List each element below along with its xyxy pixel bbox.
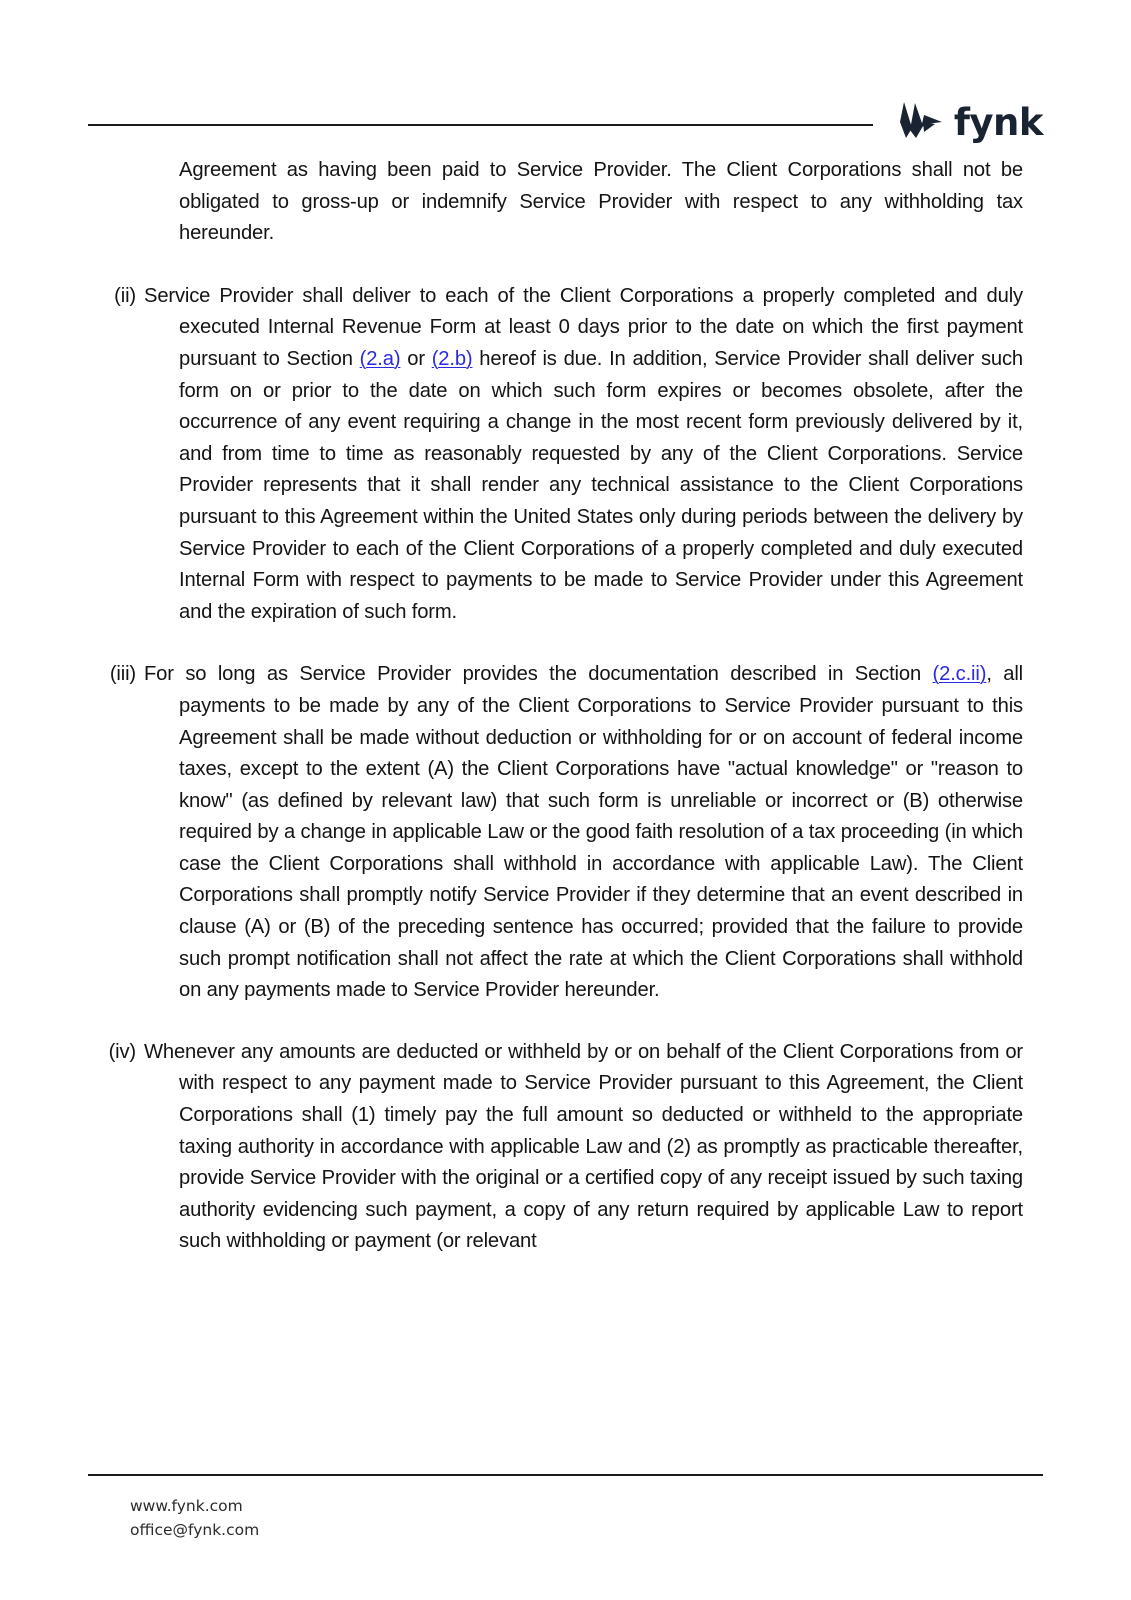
brand-logo bbox=[890, 92, 1043, 148]
continued-paragraph bbox=[88, 155, 1023, 250]
clause-iv-text-1: Whenever any amounts are deducted or withheld by or on behalf of the Client Corporations from or with respect to any payment made to Service Provider pursuant to this Agreement, the Client Corporations shall (1) timely pay the full amount so deducted or withheld to the appropriate taxing authority in accordance with applicable Law and (2) as promptly as practicable thereafter, provide Service Provider with the original or a certified copy of any receipt issued by such taxing authority evidencing such payment, a copy of any return required by applicable Law to report such withholding or payment (or relevant bbox=[144, 1040, 1023, 1253]
paragraph-spacer bbox=[88, 250, 1023, 281]
origami-bird-icon bbox=[890, 100, 944, 140]
footer-website[interactable]: www.fynk.com bbox=[130, 1497, 243, 1515]
clause-iv bbox=[88, 1037, 1023, 1258]
clause-iii-marker: (iii) bbox=[109, 663, 136, 686]
clause-ii bbox=[88, 281, 1023, 629]
footer-contact bbox=[88, 1494, 1043, 1542]
header-divider bbox=[88, 124, 873, 126]
footer-email[interactable]: office@fynk.com bbox=[130, 1521, 260, 1539]
paragraph-spacer bbox=[88, 628, 1023, 659]
section-link-2b[interactable]: (2.b) bbox=[431, 347, 473, 370]
clause-iii-text-2: , all payments to be made by any of the Client Corporations to Service Provider pursuant to this Agreement shall be made without deduction or withholding for or on account of federal income taxes, except to the extent (A) the Client Corporations have "actual knowledge" or "reason to know" (as defined by relevant law) that such form is unreliable or incorrect or (B) otherwise required by a change in applicable Law or the good faith resolution of a tax proceeding (in which case the Client Corporations shall withhold in accordance with applicable Law). The Client Corporations shall promptly notify Service Provider if they determine that an event described in clause (A) or (B) of the preceding sentence has occurred; provided that the failure to provide such prompt notification shall not affect the rate at which the Client Corporations shall withhold on any payments made to Service Provider hereunder. bbox=[179, 663, 1024, 1002]
document-body bbox=[88, 155, 1023, 1258]
clause-ii-marker: (ii) bbox=[114, 284, 136, 307]
section-link-2cii[interactable]: (2.c.ii) bbox=[932, 663, 987, 686]
section-link-2a[interactable]: (2.a) bbox=[359, 347, 401, 370]
clause-ii-text-2: or bbox=[400, 347, 432, 370]
clause-iii bbox=[88, 659, 1023, 1007]
clause-ii-text-3: hereof is due. In addition, Service Provider shall deliver such form on or prior to the date on which such form expires or becomes obsolete, after the occurrence of any event requiring a change in the most recent form previously delivered by it, and from time to time as reasonably requested by any of the Client Corporations. Service Provider represents that it shall render any technical assistance to the Client Corporations pursuant to this Agreement within the United States only during periods between the delivery by Service Provider to each of the Client Corporations of a properly completed and duly executed Internal Form with respect to payments to be made to Service Provider under this Agreement and the expiration of such form. bbox=[179, 347, 1023, 623]
clause-iv-marker: (iv) bbox=[108, 1040, 136, 1063]
clause-ii-text-1: Service Provider shall deliver to each of the Client Corporations a properly completed and duly executed Internal Revenue Form at least 0 days prior to the date on which the first payment pursuant to Section bbox=[144, 284, 1023, 370]
brand-name: fynk bbox=[953, 100, 1043, 144]
footer-divider bbox=[88, 1474, 1043, 1476]
continued-paragraph-text: Agreement as having been paid to Service Provider. The Client Corporations shall not be obligated to gross-up or indemnify Service Provider with respect to any withholding tax hereunder. bbox=[179, 159, 1023, 245]
paragraph-spacer bbox=[88, 1007, 1023, 1037]
clause-iii-text-1: For so long as Service Provider provides the documentation described in Section bbox=[144, 663, 933, 686]
page-footer bbox=[88, 1474, 1043, 1542]
